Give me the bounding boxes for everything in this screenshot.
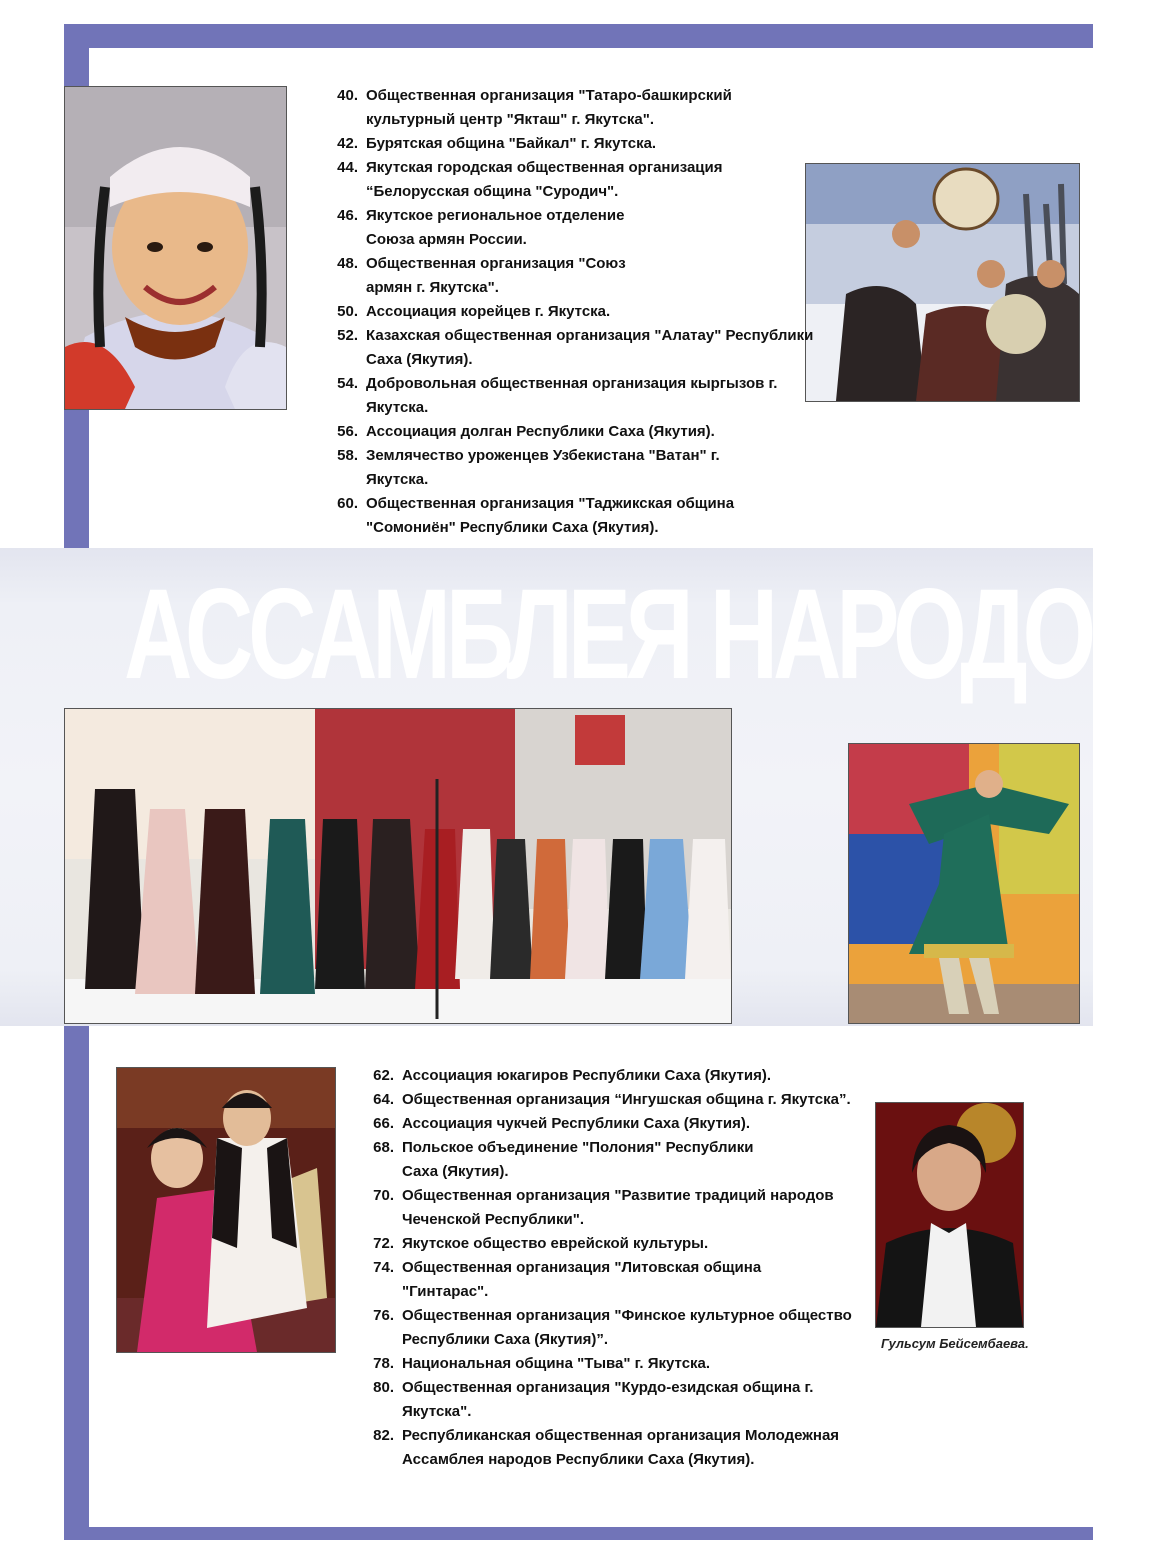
photo-dancer — [848, 743, 1080, 1024]
list-item: 50. Ассоциация корейцев г. Якутска. — [337, 303, 611, 320]
list-item: 46. Якутское региональное отделение Союза армян России. — [337, 207, 625, 248]
list-item: 60. Общественная организация "Таджикская община "Сомониён" Республики Саха (Якутия). — [337, 495, 735, 536]
organizations-list-top — [322, 84, 814, 540]
list-item: 54. Добровольная общественная организация кыргызов г. Якутска. — [337, 375, 778, 416]
list-item: 52. Казахская общественная организация "Алатау" Республики Саха (Якутия). — [337, 327, 814, 368]
organizations-list-bottom — [358, 1064, 852, 1472]
list-item: 56. Ассоциация долган Республики Саха (Якутия). — [337, 423, 715, 440]
photo-drummers-snow — [805, 163, 1080, 402]
page-title: АССАМБЛЕЯ НАРОДОВ — [124, 563, 1154, 706]
photo-girl-headdress — [64, 86, 287, 410]
list-item: 82. Республиканская общественная организация Молодежная Ассамблея народов Республики Саха (Якутия). — [373, 1427, 840, 1468]
list-item: 64. Общественная организация “Ингушская община г. Якутска”. — [373, 1091, 851, 1108]
list-item: 74. Общественная организация "Литовская община "Гинтарас". — [373, 1259, 762, 1300]
portrait-caption: Гульсум Бейсембаева. — [881, 1336, 1029, 1351]
list-item: 62. Ассоциация юкагиров Республики Саха (Якутия). — [373, 1067, 772, 1084]
frame-top-bar — [64, 24, 1093, 48]
photo-portrait — [875, 1102, 1024, 1328]
frame-bottom-bar — [64, 1527, 1093, 1540]
list-item: 78. Национальная община "Тыва" г. Якутска. — [373, 1355, 711, 1372]
list-item: 80. Общественная организация "Курдо-езидская община г. Якутска". — [373, 1379, 814, 1420]
list-item: 70. Общественная организация "Развитие традиций народов Чеченской Республики". — [373, 1187, 834, 1228]
list-item: 58. Землячество уроженцев Узбекистана "Ватан" г. Якутска. — [337, 447, 720, 488]
list-item: 72. Якутское общество еврейской культуры. — [373, 1235, 709, 1252]
photo-stage-group — [64, 708, 732, 1024]
list-item: 76. Общественная организация "Финское культурное общество Республики Саха (Якутия)”. — [373, 1307, 852, 1348]
list-item: 44. Якутская городская общественная организация “Белорусская община "Суродич". — [337, 159, 723, 200]
list-item: 40. Общественная организация "Татаро-башкирский культурный центр "Якташ" г. Якутска". — [337, 87, 732, 128]
list-item: 68. Польское объединение "Полония" Республики Саха (Якутия). — [373, 1139, 754, 1180]
list-item: 48. Общественная организация "Союз армян г. Якутска". — [337, 255, 626, 296]
list-item: 66. Ассоциация чукчей Республики Саха (Якутия). — [373, 1115, 750, 1132]
photo-two-children — [116, 1067, 336, 1353]
list-item: 42. Бурятская община "Байкал" г. Якутска. — [337, 135, 657, 152]
